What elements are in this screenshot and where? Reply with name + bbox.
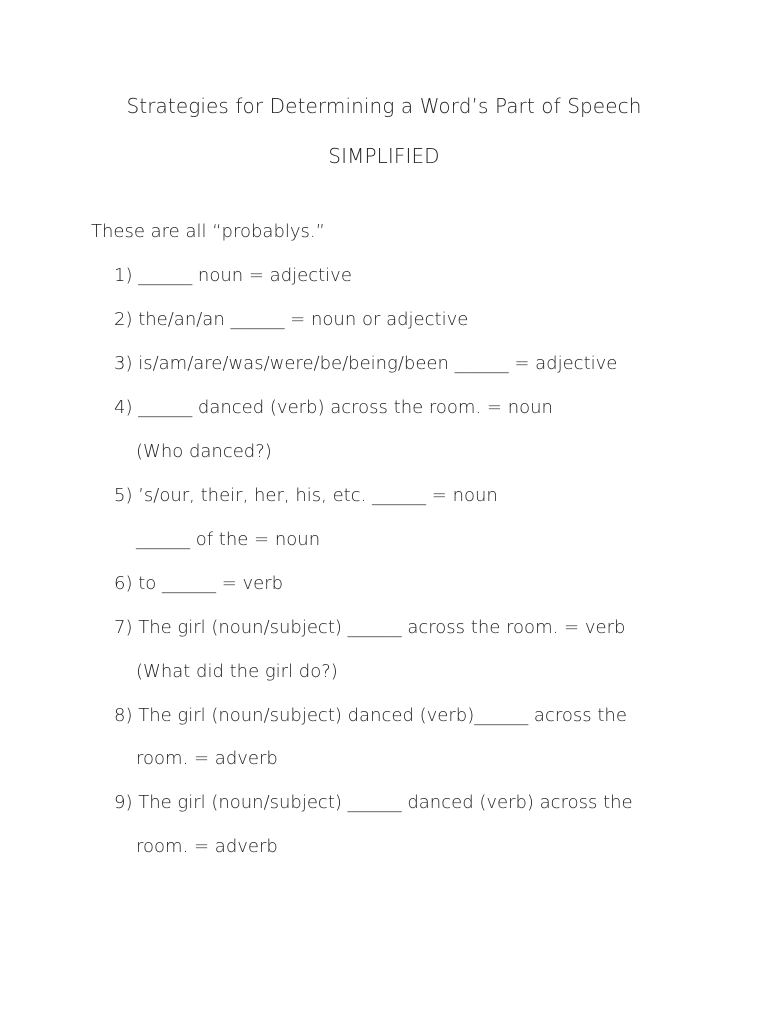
list-item-1: 1) ______ noun = adjective — [114, 265, 352, 286]
list-item-4-continuation: (Who danced?) — [136, 441, 272, 462]
list-item-2: 2) the/an/an ______ = noun or adjective — [114, 309, 469, 330]
list-item-6: 6) to ______ = verb — [114, 573, 284, 594]
list-item-5-continuation: ______ of the = noun — [136, 529, 321, 550]
intro-text: These are all “probablys.” — [91, 221, 325, 242]
list-item-8: 8) The girl (noun/subject) danced (verb)______ across the — [114, 705, 627, 726]
list-item-4: 4) ______ danced (verb) across the room. = noun — [114, 397, 553, 418]
list-item-5: 5) ’s/our, their, her, his, etc. ______ = noun — [114, 485, 498, 506]
document-subtitle: SIMPLIFIED — [328, 144, 440, 168]
list-item-7: 7) The girl (noun/subject) ______ across the room. = verb — [114, 617, 626, 638]
list-item-8-continuation: room. = adverb — [136, 748, 278, 769]
list-item-9: 9) The girl (noun/subject) ______ danced (verb) across the — [114, 792, 633, 813]
document-title: Strategies for Determining a Word’s Part of Speech — [126, 94, 642, 118]
list-item-3: 3) is/am/are/was/were/be/being/been ______ = adjective — [114, 353, 618, 374]
list-item-9-continuation: room. = adverb — [136, 836, 278, 857]
list-item-7-continuation: (What did the girl do?) — [136, 661, 338, 682]
